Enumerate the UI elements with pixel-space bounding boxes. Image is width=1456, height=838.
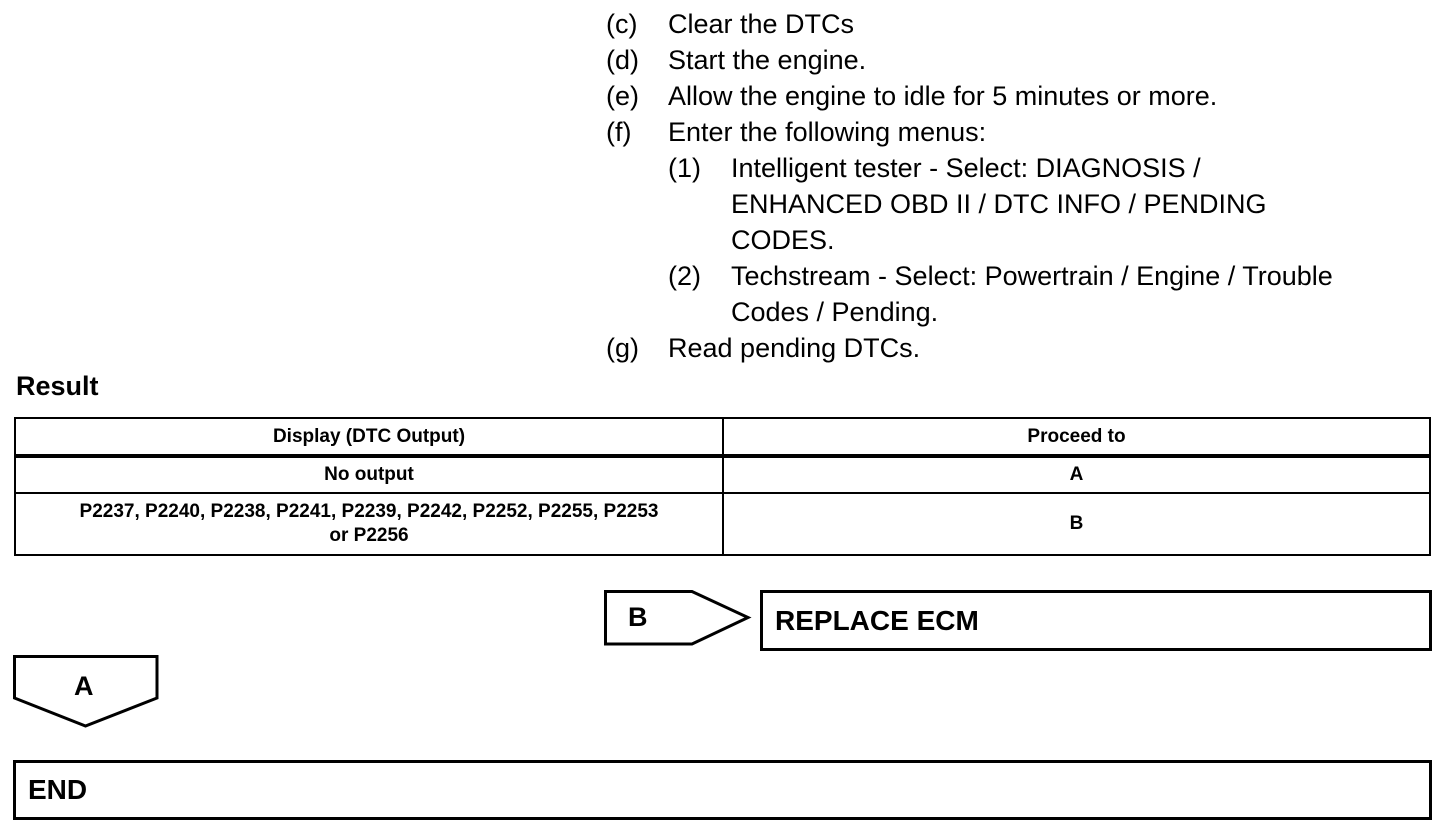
- step-label: (d): [606, 45, 639, 75]
- header-display: Display (DTC Output): [15, 418, 723, 456]
- substep-label: (1): [668, 153, 701, 183]
- display-line: P2237, P2240, P2238, P2241, P2239, P2242, P2252, P2255, P2253: [79, 501, 659, 522]
- substep-line: Codes / Pending.: [731, 297, 939, 327]
- replace-ecm-text: REPLACE ECM: [775, 604, 979, 636]
- result-table: [14, 417, 1431, 556]
- step-label: (g): [606, 333, 639, 363]
- step-text: Start the engine.: [668, 45, 867, 75]
- b-arrow-label: B: [628, 602, 648, 632]
- step-label: (e): [606, 81, 639, 111]
- display-cell: No output: [15, 456, 723, 493]
- a-arrow-label: A: [74, 671, 94, 701]
- substep-label: (2): [668, 261, 701, 291]
- step-text: Enter the following menus:: [668, 117, 987, 147]
- step-text: Read pending DTCs.: [668, 333, 921, 363]
- proceed-cell: B: [723, 493, 1430, 555]
- result-heading: Result: [16, 371, 99, 401]
- proceed-cell: A: [723, 456, 1430, 493]
- table-row: [15, 493, 1430, 555]
- end-text: END: [28, 774, 88, 805]
- display-line: or P2256: [329, 525, 409, 546]
- step-label: (c): [606, 9, 638, 39]
- step-text: Clear the DTCs: [668, 9, 855, 39]
- substep-line: ENHANCED OBD II / DTC INFO / PENDING: [731, 189, 1267, 219]
- substep-line: CODES.: [731, 225, 835, 255]
- table-header-row: [15, 418, 1430, 456]
- b-arrow: [604, 590, 750, 646]
- substep-line: Techstream - Select: Powertrain / Engine / Trouble: [731, 261, 1333, 291]
- display-cell: [15, 493, 723, 555]
- step-label: (f): [606, 117, 632, 147]
- step-text: Allow the engine to idle for 5 minutes or more.: [668, 81, 1218, 111]
- substep-line: Intelligent tester - Select: DIAGNOSIS /: [731, 153, 1201, 183]
- table-row: [15, 456, 1430, 493]
- end-box: [13, 760, 1432, 820]
- header-proceed: Proceed to: [723, 418, 1430, 456]
- replace-ecm-box: [760, 590, 1432, 651]
